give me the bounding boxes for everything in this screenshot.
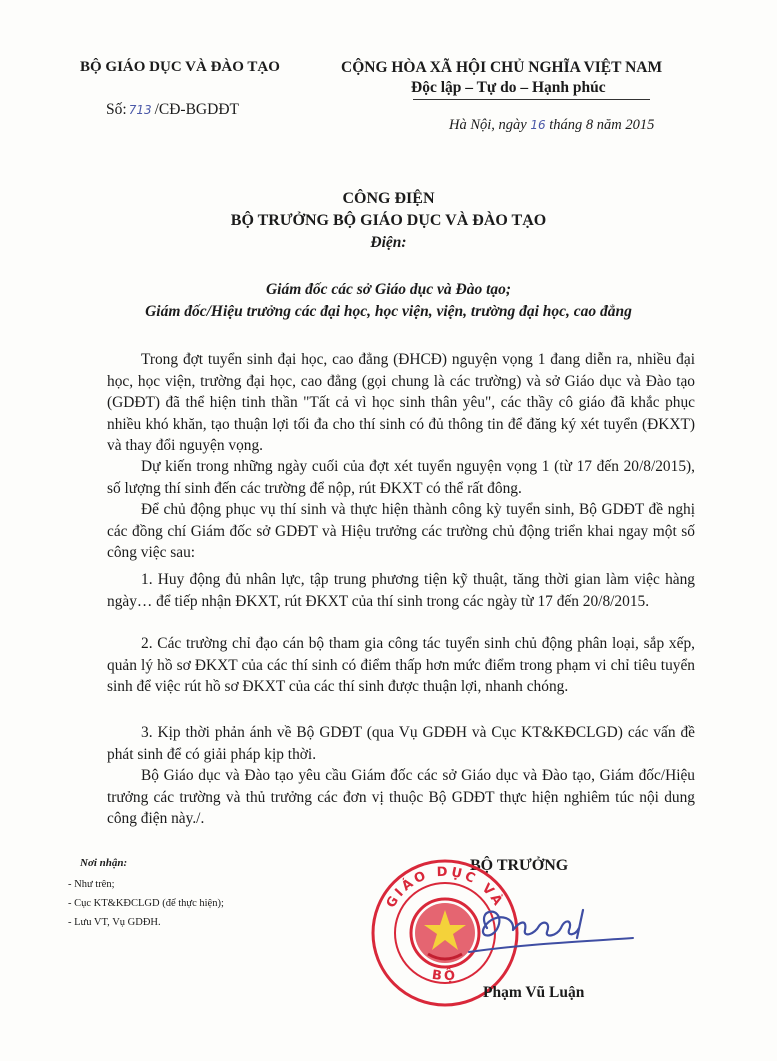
body-paragraph-6: 3. Kịp thời phản ánh về Bộ GDĐT (qua Vụ GDĐH và Cục KT&KĐCLGD) các vấn đề phát sinh để có giải pháp kịp thời.: [107, 724, 695, 763]
recipients-list-item: - Như trên;: [68, 879, 115, 890]
issue-date-prefix: Hà Nội, ngày: [449, 117, 527, 133]
body-paragraph-5: 2. Các trường chỉ đạo cán bộ tham gia công tác tuyển sinh chủ động phân loại, sắp xếp, quản lý hồ sơ ĐKXT của các thí sinh có điểm thấp hơn mức điểm trong phạm vi chỉ tiêu tuyển sinh để việc rút hồ sơ ĐKXT của các thí sinh được thuận lợi, nhanh chóng.: [107, 635, 695, 696]
recipients-list-item: - Cục KT&KĐCLGD (để thực hiện);: [68, 898, 224, 909]
document-issuer: BỘ TRƯỞNG BỘ GIÁO DỤC VÀ ĐÀO TẠO: [230, 212, 547, 229]
seal-top-text: GIÁO DỤC VÀ: [383, 864, 507, 911]
issue-date-day: 16: [530, 118, 546, 132]
document-number-handwritten: 713: [128, 103, 152, 117]
ministry-name: BỘ GIÁO DỤC VÀ ĐÀO TẠO: [80, 59, 280, 75]
body-paragraph-4: 1. Huy động đủ nhân lực, tập trung phương tiện kỹ thuật, tăng thời gian làm việc hàng ngày… để tiếp nhận ĐKXT, rút ĐKXT của thí sinh trong các ngày từ 17 đến 20/8/2015.: [107, 571, 695, 610]
document-number: [106, 101, 239, 119]
signature: [465, 898, 635, 958]
nation-name: CỘNG HÒA XÃ HỘI CHỦ NGHĨA VIỆT NAM: [341, 59, 663, 76]
body-paragraph-1: Trong đợt tuyển sinh đại học, cao đẳng (ĐHCĐ) nguyện vọng 1 đang diễn ra, nhiều đại học, học viện, trường đại học, cao đẳng (gọi chung là các trường) và sở Giáo dục và Đào tạo (GDĐT) đã thể hiện tinh thần "Tất cả vì học sinh thân yêu", các thầy cô giáo đã khắc phục nhiều khó khăn, tạo thuận lợi tối đa cho thí sinh có đủ thông tin để đăng ký xét tuyển (ĐKXT) và thay đổi nguyện vọng.: [107, 351, 695, 455]
document-number-suffix: /CĐ-BGDĐT: [154, 101, 239, 118]
national-motto: Độc lập – Tự do – Hạnh phúc: [411, 79, 606, 96]
recipients-line-1: Giám đốc các sở Giáo dục và Đào tạo;: [265, 281, 512, 298]
document-number-prefix: Số:: [106, 101, 127, 118]
recipients-line-2: Giám đốc/Hiệu trưởng các đại học, học viện, viện, trường đại học, cao đẳng: [145, 303, 632, 320]
recipients-list-item: - Lưu VT, Vụ GDĐH.: [68, 917, 161, 928]
body-paragraph-3: Để chủ động phục vụ thí sinh và thực hiện thành công kỳ tuyển sinh, Bộ GDĐT đề nghị các đồng chí Giám đốc sở GDĐT và Hiệu trưởng các trường chủ động triển khai ngay một số công việc sau:: [107, 501, 695, 562]
body-paragraph-7: Bộ Giáo dục và Đào tạo yêu cầu Giám đốc các sở Giáo dục và Đào tạo, Giám đốc/Hiệu trưởng các trường và thủ trưởng các đơn vị thuộc Bộ GDĐT thực hiện nghiêm túc nội dung công điện này./.: [107, 767, 695, 828]
document-to-label: Điện:: [370, 234, 407, 251]
recipients-list-label: Nơi nhận:: [80, 857, 128, 869]
document-type: CÔNG ĐIỆN: [342, 190, 435, 207]
signer-name: Phạm Vũ Luận: [483, 984, 585, 1001]
motto-underline: [413, 99, 650, 100]
issue-date-rest: tháng 8 năm 2015: [549, 117, 655, 133]
issue-date: [449, 117, 654, 134]
signer-title: BỘ TRƯỞNG: [470, 857, 569, 874]
body-paragraph-2: Dự kiến trong những ngày cuối của đợt xét tuyển nguyện vọng 1 (từ 17 đến 20/8/2015), số lượng thí sinh đến các trường để nộp, rút ĐKXT có thể rất đông.: [107, 458, 695, 497]
seal-bottom-text: BỘ: [431, 967, 459, 985]
svg-text:BỘ: [431, 967, 459, 984]
